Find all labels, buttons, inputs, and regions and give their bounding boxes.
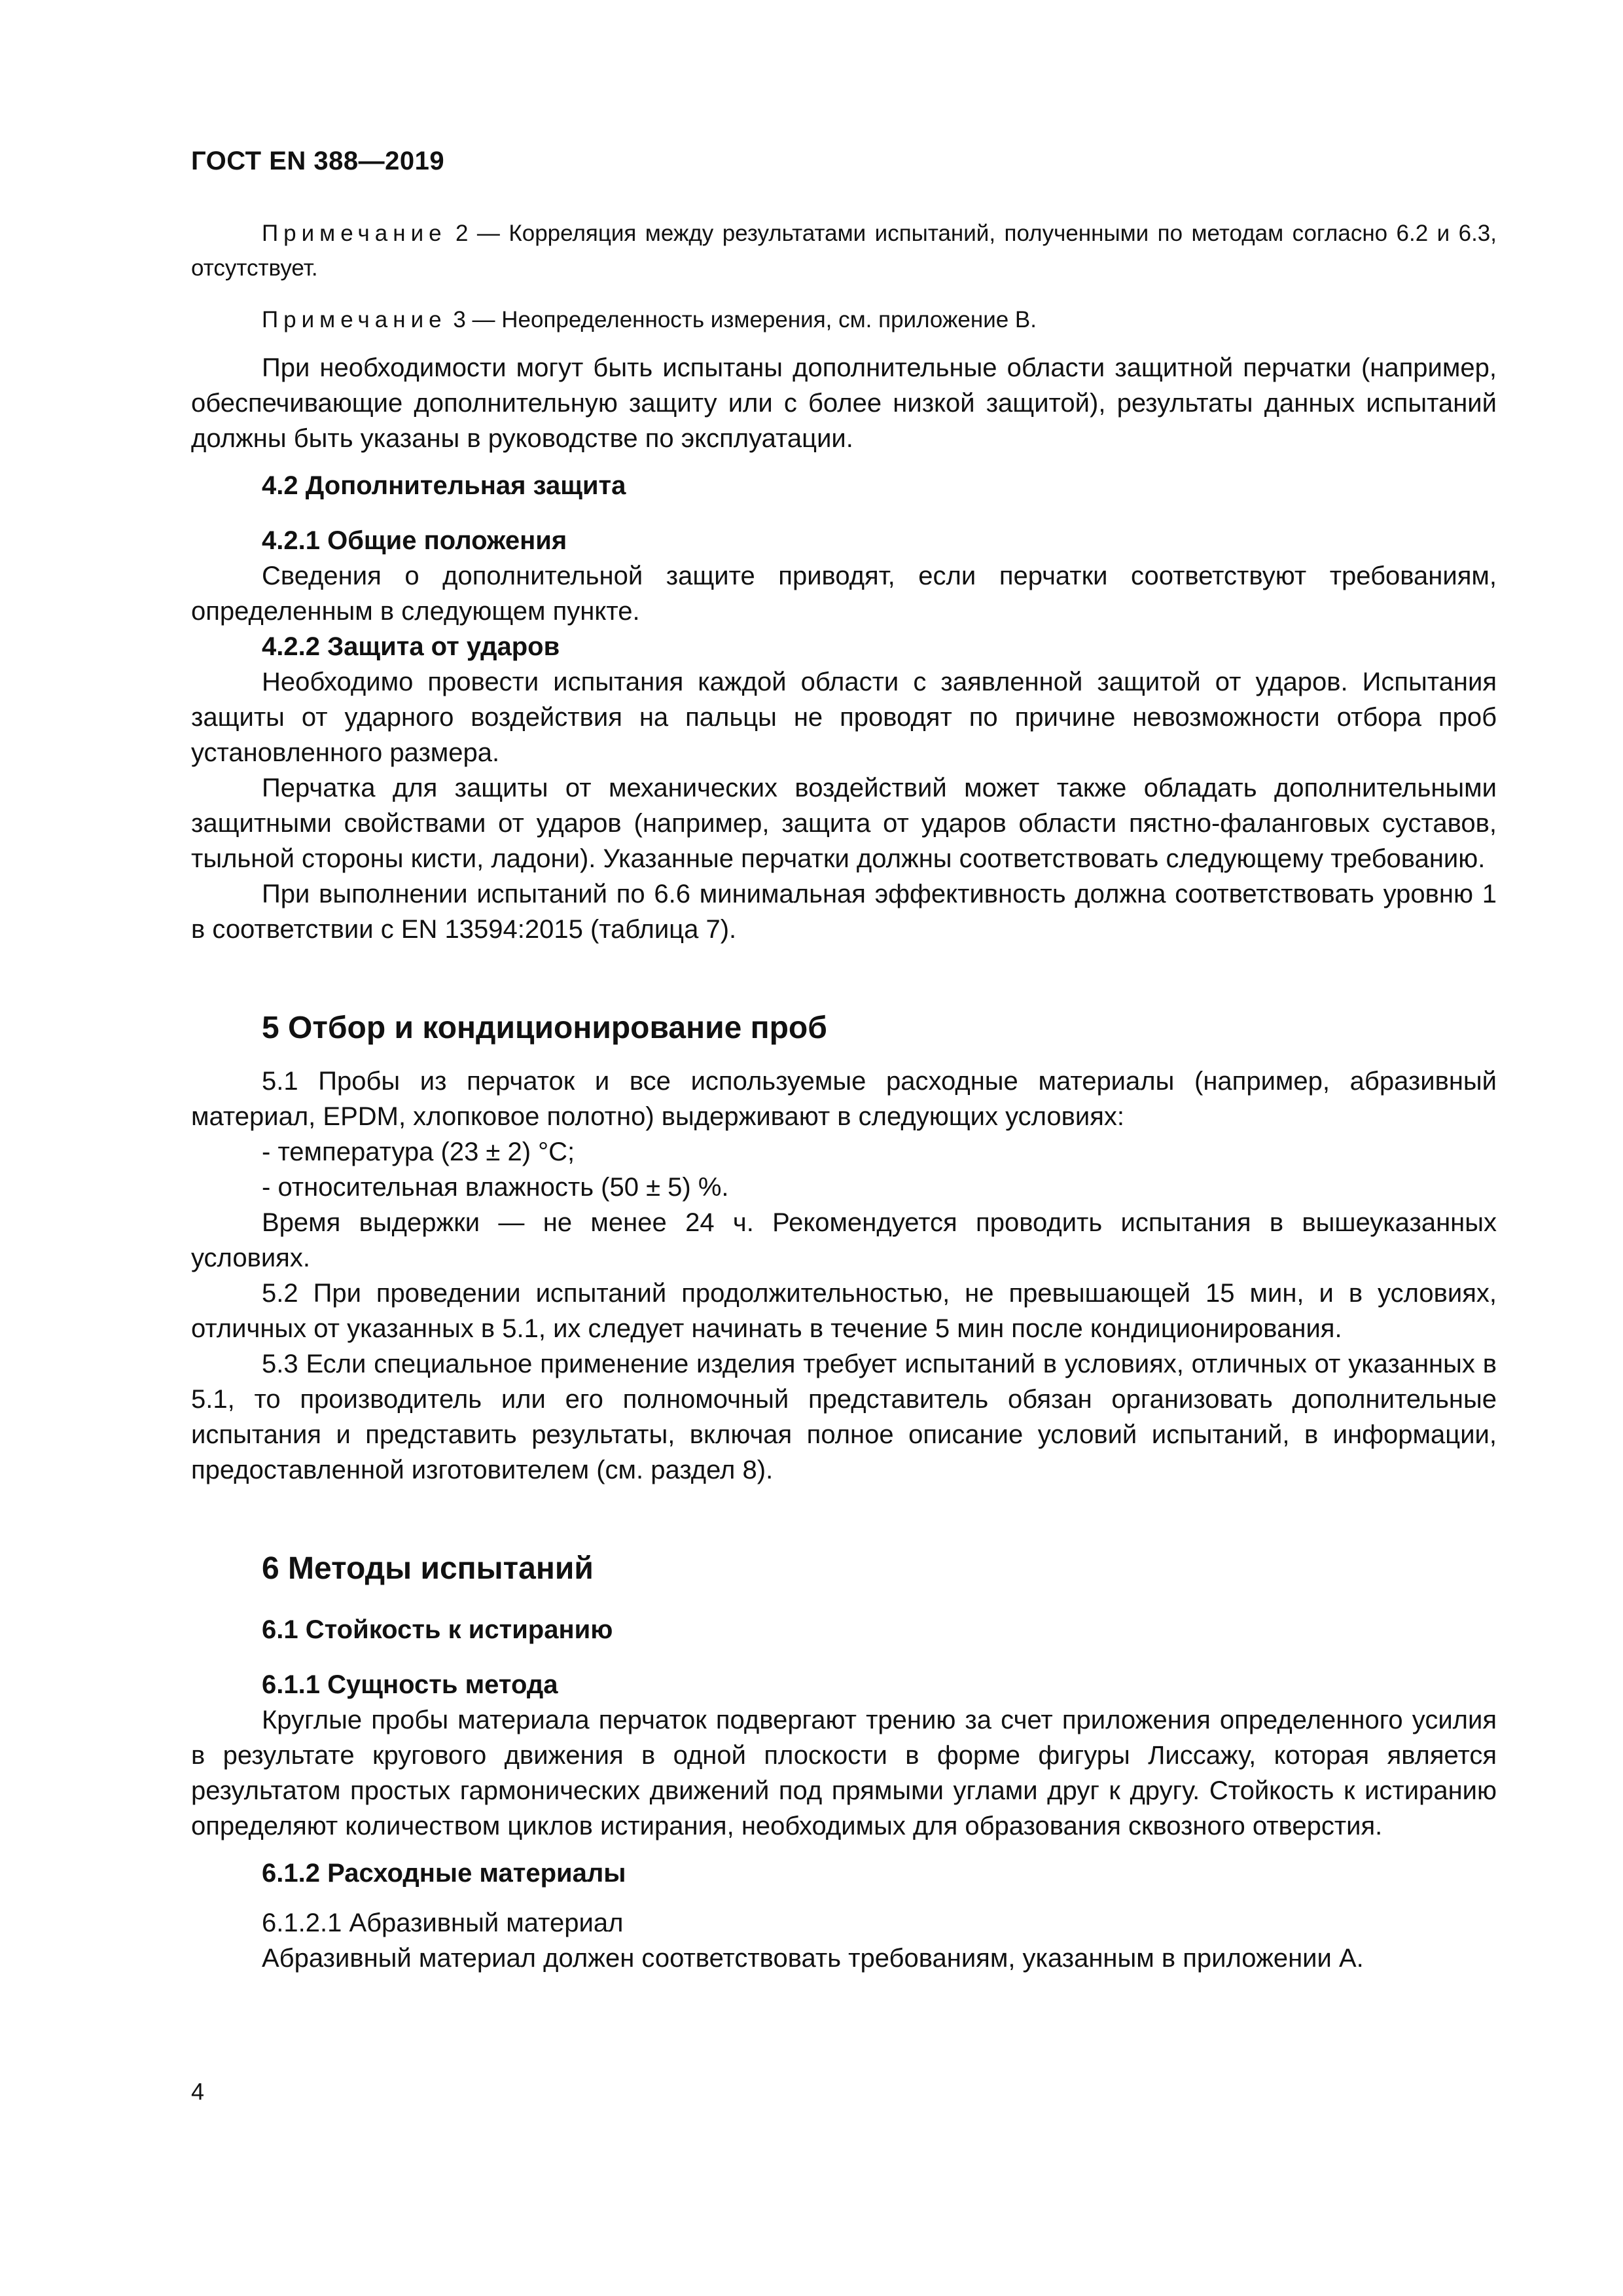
list-item: - температура (23 ± 2) °С; [191, 1134, 1497, 1170]
paragraph-4-2-2-1: Необходимо провести испытания каждой области с заявленной защитой от ударов. Испытания защиты от ударного воздействия на пальцы не проводят по причине невозможности отбора проб установленного размера. [191, 668, 1497, 767]
page-number: 4 [191, 2078, 205, 2105]
heading-6-1-2: 6.1.2 Расходные материалы [262, 1859, 626, 1888]
paragraph-6-1-1: Круглые пробы материала перчаток подвергают трению за счет приложения определенного усилия в результате кругового движения в одной плоскости в форме фигуры Лиссажу, которая является результатом простых гармонических движений под прямыми углами друг к другу. Стойкость к истиранию определяют количеством циклов истирания, необходимых для образования сквозного отверстия. [191, 1706, 1497, 1840]
paragraph-hold-time: Время выдержки — не менее 24 ч. Рекомендуется проводить испытания в вышеуказанных условиях. [191, 1208, 1497, 1272]
heading-6-1: 6.1 Стойкость к истиранию [262, 1615, 613, 1644]
heading-4-2-1: 4.2.1 Общие положения [262, 526, 567, 555]
paragraph-additional-areas: При необходимости могут быть испытаны дополнительные области защитной перчатки (например, обеспечивающие дополнительную защиту или с более низкой защитой), результаты данных испытаний должны быть указаны в руководстве по эксплуатации. [191, 353, 1497, 453]
note-text: 2 — Корреляция между результатами испытаний, полученными по методам согласно 6.2 и 6.3, отсутствует. [191, 221, 1497, 281]
note-text: 3 — Неопределенность измерения, см. приложение В. [446, 307, 1037, 332]
note-2 [191, 216, 1497, 285]
document-header: ГОСТ EN 388—2019 [191, 147, 445, 175]
heading-5: 5 Отбор и кондиционирование проб [262, 1011, 827, 1045]
note-label: Примечание [262, 221, 447, 246]
heading-4-2-2: 4.2.2 Защита от ударов [262, 632, 560, 661]
page-content [191, 216, 1497, 1976]
paragraph-5-3: 5.3 Если специальное применение изделия требует испытаний в условиях, отличных от указанных в 5.1, то производитель или его полномочный представитель обязан организовать дополнительные испытания и представить результаты, включая полное описание условий испытаний, в информации, предоставленной изготовителем (см. раздел 8). [191, 1350, 1497, 1484]
paragraph-5-2: 5.2 При проведении испытаний продолжительностью, не превышающей 15 мин, и в условиях, отличных от указанных в 5.1, их следует начинать в течение 5 мин после кондиционирования. [191, 1279, 1497, 1343]
heading-6-1-2-1: 6.1.2.1 Абразивный материал [262, 1909, 624, 1937]
paragraph-4-2-2-3: При выполнении испытаний по 6.6 минимальная эффективность должна соответствовать уровню 1 в соответствии с EN 13594:2015 (таблица 7). [191, 880, 1497, 944]
paragraph-6-1-2-1: Абразивный материал должен соответствовать требованиям, указанным в приложении А. [262, 1944, 1364, 1973]
note-label: Примечание [262, 307, 447, 332]
paragraph-4-2-1: Сведения о дополнительной защите приводят, если перчатки соответствуют требованиям, определенным в следующем пункте. [191, 562, 1497, 626]
list-item: - относительная влажность (50 ± 5) %. [191, 1170, 1497, 1205]
note-3 [191, 302, 1497, 337]
paragraph-4-2-2-2: Перчатка для защиты от механических воздействий может также обладать дополнительными защитными свойствами от ударов (например, защита от ударов области пястно-фаланговых суставов, тыльной стороны кисти, ладони). Указанные перчатки должны соответствовать следующему требованию. [191, 774, 1497, 873]
heading-4-2: 4.2 Дополнительная защита [262, 471, 626, 500]
heading-6: 6 Методы испытаний [262, 1551, 594, 1586]
paragraph-5-1: 5.1 Пробы из перчаток и все используемые расходные материалы (например, абразивный материал, EPDM, хлопковое полотно) выдерживают в следующих условиях: [191, 1067, 1497, 1131]
heading-6-1-1: 6.1.1 Сущность метода [262, 1670, 558, 1699]
